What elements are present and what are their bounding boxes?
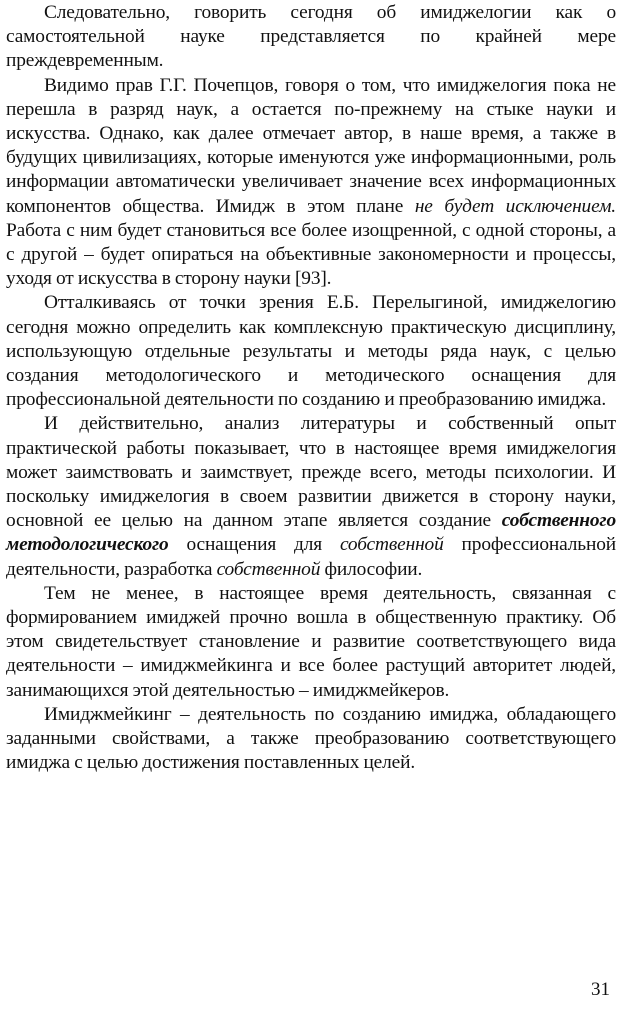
- text-run: собственной: [216, 558, 321, 580]
- text-run: профессиональной деятельности, разработка: [6, 534, 616, 580]
- page-number: 31: [591, 979, 610, 1000]
- text-run: И действительно, анализ литературы и собственный опыт практической работы показывает, что в настоящее время имиджелогия может заимствовать и заимствует, прежде всего, методы психологии. И поскольку имиджелогия в своем развитии движется в сторону науки, основной ее целью на данном этапе является создание: [6, 413, 616, 532]
- paragraph: [6, 582, 616, 703]
- paragraph: [6, 412, 616, 581]
- text-run: Видимо прав Г.Г. Почепцов, говоря о том, что имиджелогия пока не перешла в разряд наук, а остается по-прежнему на стыке науки и искусства. Однако, как далее отмечает автор, в наше время, а также в будущих цивилизациях, которые именуются уже информационными, роль информации автоматически увеличивает значение всех информационных компонентов общества. Имидж в этом плане: [6, 74, 616, 217]
- text-run: философии.: [320, 558, 423, 580]
- text-run: Отталкиваясь от точки зрения Е.Б. Перелыгиной, имиджелогию сегодня можно определить как комплексную практическую дисциплину, использующую отдельные результаты и методы ряда наук, с целью создания методологического и методического оснащения для профессиональной деятельности по созданию и преобразованию имиджа.: [6, 292, 616, 411]
- text-run: собственной: [339, 534, 444, 556]
- text-run: Имиджмейкинг – деятельность по созданию имиджа, обладающего заданными свойствами, а также преобразованию соответствующего имиджа с целью достижения поставленных целей.: [6, 703, 616, 774]
- book-page: [6, 0, 616, 1014]
- text-run: Работа с ним будет становиться все более изощренной, с одной стороны, а с другой – будет опираться на объективные закономерности и процессы, уходя от искусства в сторону науки [93].: [6, 219, 616, 290]
- text-run: Следовательно, говорить сегодня об имиджелогии как о самостоятельной науке представляется по крайней мере преждевременным.: [6, 2, 616, 72]
- paragraph: [6, 1, 616, 74]
- paragraph: [6, 703, 616, 776]
- paragraph: [6, 74, 616, 292]
- text-run: оснащения для: [168, 534, 340, 556]
- text-run: не будет исключением.: [414, 195, 616, 217]
- body-text: [6, 1, 616, 776]
- text-run: Тем не менее, в настоящее время деятельность, связанная с формированием имиджей прочно вошла в общественную практику. Об этом свидетельствует становление и развитие соответствующего вида деятельности – имиджмейкинга и все более растущий авторитет людей, занимающихся этой деятельностью – имиджмейкеров.: [6, 582, 616, 701]
- text-run: собственного методологического: [6, 510, 616, 556]
- paragraph: [6, 291, 616, 412]
